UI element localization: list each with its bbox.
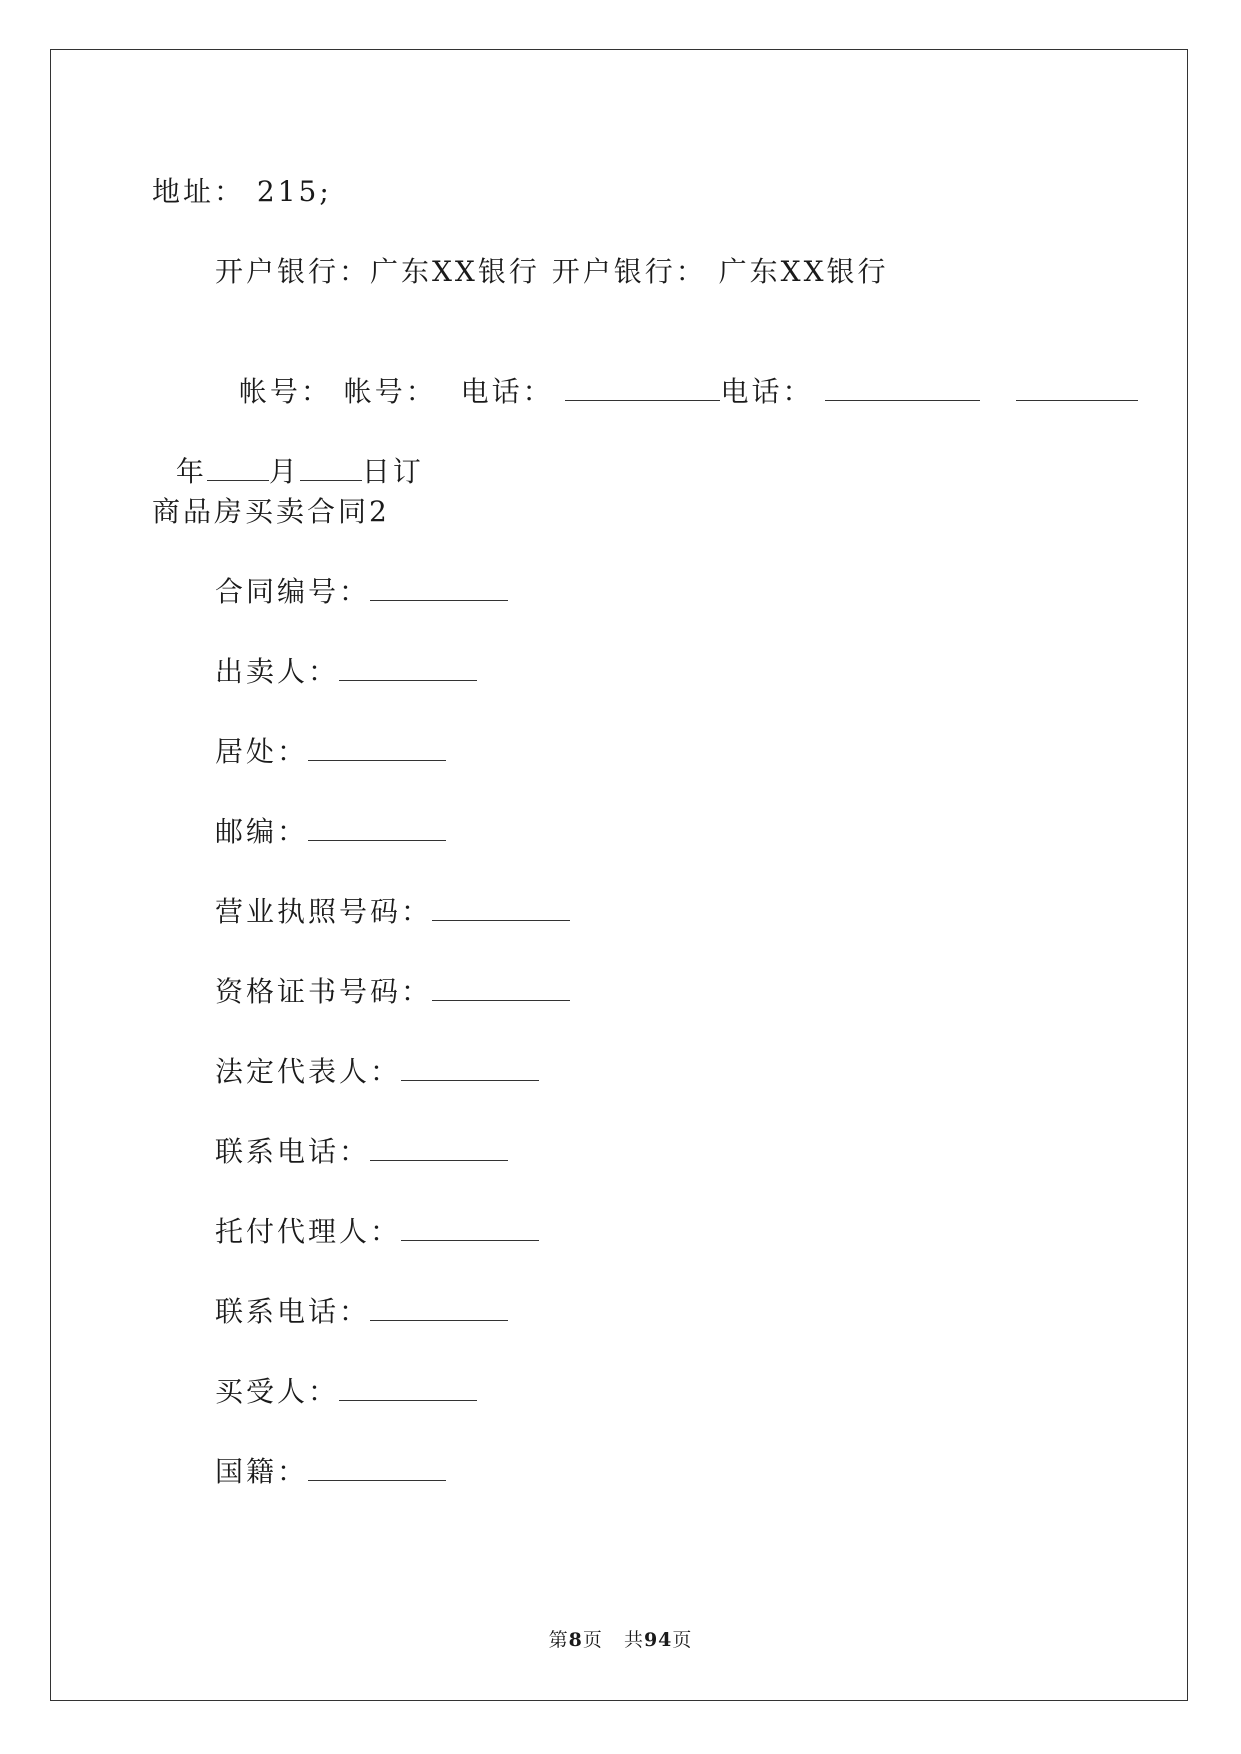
field-label: 联系电话： (215, 1295, 371, 1328)
field-blank (339, 1376, 477, 1401)
field-blank (370, 1296, 508, 1321)
field-label: 邮编： (215, 815, 309, 848)
footer-total-pages: 94 (643, 1629, 673, 1651)
field-label: 国籍： (215, 1455, 309, 1488)
field-label: 居处： (215, 735, 309, 768)
phone-blank-2 (825, 376, 980, 401)
field-buyer (215, 1372, 477, 1412)
field-label: 合同编号： (215, 575, 371, 608)
field-postcode (215, 812, 446, 852)
field-nationality (215, 1452, 446, 1492)
date-month-label: 月 (268, 455, 300, 488)
field-residence (215, 732, 446, 772)
field-business-license (215, 892, 570, 932)
page-footer (0, 1625, 1241, 1652)
date-year-label: 年 (175, 455, 207, 488)
field-contact-phone-2 (215, 1292, 508, 1332)
footer-prefix: 第 (548, 1629, 569, 1651)
field-blank (308, 816, 446, 841)
field-blank (370, 1136, 508, 1161)
field-blank (370, 576, 508, 601)
phone-label-2: 电话： (720, 375, 814, 408)
field-label: 联系电话： (215, 1135, 371, 1168)
field-label: 法定代表人： (215, 1055, 402, 1088)
footer-mid: 页 共 (582, 1629, 644, 1651)
account-label-2: 帐号： (343, 375, 437, 408)
field-label: 出卖人： (215, 655, 340, 688)
extra-blank (1016, 376, 1138, 401)
field-blank (432, 896, 570, 921)
account-phone-line (215, 332, 1138, 412)
field-contract-number (215, 572, 508, 612)
field-label: 资格证书号码： (215, 975, 433, 1008)
field-blank (308, 1456, 446, 1481)
field-contact-phone-1 (215, 1132, 508, 1172)
section-title: 商品房买卖合同2 (152, 495, 390, 528)
field-blank (401, 1216, 539, 1241)
year-blank (207, 456, 269, 481)
field-blank (308, 736, 446, 761)
field-label: 营业执照号码： (215, 895, 433, 928)
field-label: 买受人： (215, 1375, 340, 1408)
account-label-1: 帐号： (238, 375, 332, 408)
field-blank (339, 656, 477, 681)
phone-label-1: 电话： (460, 375, 554, 408)
date-day-label: 日订 (361, 455, 424, 488)
field-seller (215, 652, 477, 692)
footer-suffix: 页 (672, 1629, 693, 1651)
address-line: 地址： 215; (152, 175, 332, 208)
date-line (152, 412, 424, 492)
footer-page-number: 8 (568, 1629, 583, 1651)
field-agent (215, 1212, 539, 1252)
field-blank (432, 976, 570, 1001)
field-legal-rep (215, 1052, 539, 1092)
phone-blank-1 (565, 376, 720, 401)
field-blank (401, 1056, 539, 1081)
field-qualification-cert (215, 972, 570, 1012)
bank-line: 开户银行：广东XX银行 开户银行： 广东XX银行 (215, 255, 889, 288)
month-blank (300, 456, 362, 481)
field-label: 托付代理人： (215, 1215, 402, 1248)
